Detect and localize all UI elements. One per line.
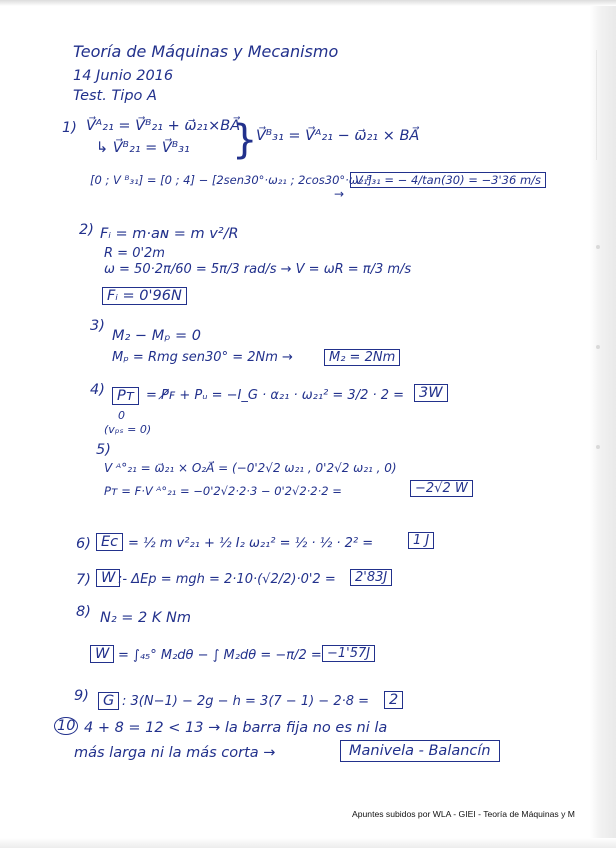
q2-eq1: Fᵢ = m·aɴ = m v²/R <box>100 226 239 242</box>
q6-number: 6) <box>76 536 91 552</box>
q8-result-wrap <box>322 646 375 662</box>
q3-result-wrap <box>324 350 400 366</box>
q3-number: 3) <box>90 318 105 334</box>
q4-result-wrap <box>414 385 448 401</box>
q1-result-box: V ᴮ₃₁ = − 4/tan(30) = −3'36 m/s <box>350 172 546 188</box>
q9-result-wrap <box>384 692 403 708</box>
q8-eq1: N₂ = 2 K Nm <box>100 610 191 626</box>
handwritten-test-type: Test. Tipo A <box>73 88 157 104</box>
q6-ec-wrap <box>96 534 123 550</box>
q9-eq: : 3(N−1) − 2g − h = 3(7 − 1) − 2·8 = <box>122 694 370 709</box>
q7-number: 7) <box>76 572 91 588</box>
q1-eq1: V⃗ᴬ₂₁ = V⃗ᴮ₂₁ + ω⃗₂₁×BA⃗ <box>86 118 241 134</box>
q10-result-wrap <box>340 743 500 759</box>
q5-eq1: V ᴬ°₂₁ = ω⃗₂₁ × O₂A⃗ = (−0'2√2 ω₂₁ , 0'2√2 ω₂₁ , 0) <box>104 461 397 475</box>
q8-result-box: −1'57J <box>322 645 375 662</box>
q5-number: 5) <box>96 442 111 458</box>
q7-result-wrap <box>350 570 392 586</box>
q10-eq2: más larga ni la más corta → <box>74 745 276 761</box>
q1-result-wrap <box>350 172 546 188</box>
q6-ec-box: Ec <box>96 533 123 551</box>
q4-pt-box: Pᴛ <box>112 387 139 405</box>
q1-brace: } <box>232 117 258 163</box>
q10-number-wrap <box>54 718 78 734</box>
q4-number: 4) <box>90 382 105 398</box>
q3-eq2: Mₚ = Rmg sen30° = 2Nm → <box>112 350 293 365</box>
q2-result-wrap <box>102 288 187 304</box>
q6-result-box: 1 J <box>408 532 434 549</box>
q1-right-eq: V⃗ᴮ₃₁ = V⃗ᴬ₂₁ − ω⃗₂₁ × BA⃗ <box>256 128 420 144</box>
q4-result-box: 3W <box>414 384 448 402</box>
handwritten-title: Teoría de Máquinas y Mecanismo <box>73 42 339 61</box>
bleed-through-margin <box>596 50 613 160</box>
page-top-shadow <box>0 0 616 6</box>
bleed-through-mark <box>596 445 600 449</box>
q8-number: 8) <box>76 604 91 620</box>
q8-eq2: = ∫₄₅° M₂dθ − ∫ M₂dθ = −π/2 = <box>118 648 322 663</box>
q9-g-wrap <box>98 693 119 709</box>
footer-attribution: Apuntes subidos por WLA - GIEI - Teoría de Máquinas y M <box>352 809 575 819</box>
q3-result-box: M₂ = 2Nm <box>324 349 400 366</box>
q7-w-box: W <box>96 569 120 587</box>
handwritten-date: 14 Junio 2016 <box>73 68 174 84</box>
q10-result-box: Manivela - Balancín <box>340 740 500 762</box>
q10-number: 10 <box>54 717 78 735</box>
q2-eq3: ω = 50·2π/60 = 5π/3 rad/s → V = ωR = π/3 m/s <box>104 262 412 277</box>
q4-pt-wrap <box>112 388 139 404</box>
q2-eq2: R = 0'2m <box>104 246 165 261</box>
q3-eq1: M₂ − Mₚ = 0 <box>112 328 202 344</box>
q1-matrix-eq: [0 ; V ᴮ₃₁] = [0 ; 4] − [2sen30°·ω₂₁ ; 2cos30°·ω₂₁] <box>90 173 373 187</box>
q9-number: 9) <box>74 688 89 704</box>
q8-w-wrap <box>90 646 114 662</box>
bleed-through-mark <box>596 345 600 349</box>
q2-result-box: Fᵢ = 0'96N <box>102 287 187 305</box>
q1-eq2: ↳ V⃗ᴮ₂₁ = V⃗ᴮ₃₁ <box>96 140 190 156</box>
q7-eq: :- ΔEp = mgh = 2·10·(√2/2)·0'2 = <box>118 572 336 587</box>
q6-result-wrap <box>408 533 434 549</box>
q4-note-zero: 0 <box>118 409 125 422</box>
q9-result-box: 2 <box>384 691 403 709</box>
q10-eq1: 4 + 8 = 12 < 13 → la barra fija no es ni la <box>84 720 388 736</box>
q9-g-box: G <box>98 692 119 710</box>
q7-result-box: 2'83J <box>350 569 392 586</box>
bleed-through-mark <box>596 245 600 249</box>
q5-eq2: Pᴛ = F·V ᴬ°₂₁ = −0'2√2·2·3 − 0'2√2·2·2 = <box>104 484 342 498</box>
page-bottom-shadow <box>0 838 616 848</box>
q1-arrow: → <box>334 187 345 201</box>
q4-eq: = P̸ꜰ + Pᵤ = −I_G · α₂₁ · ω₂₁² = 3/2 · 2 = <box>146 388 405 403</box>
q6-eq: = ½ m v²₂₁ + ½ I₂ ω₂₁² = ½ · ½ · 2² = <box>128 536 374 551</box>
q8-w-box: W <box>90 645 114 663</box>
q4-note: (vₚₛ = 0) <box>104 423 152 436</box>
q2-number: 2) <box>79 222 94 238</box>
q7-w-wrap <box>96 570 120 586</box>
q5-result-wrap <box>410 481 473 497</box>
q5-result-box: −2√2 W <box>410 480 473 497</box>
q1-number: 1) <box>62 120 77 136</box>
